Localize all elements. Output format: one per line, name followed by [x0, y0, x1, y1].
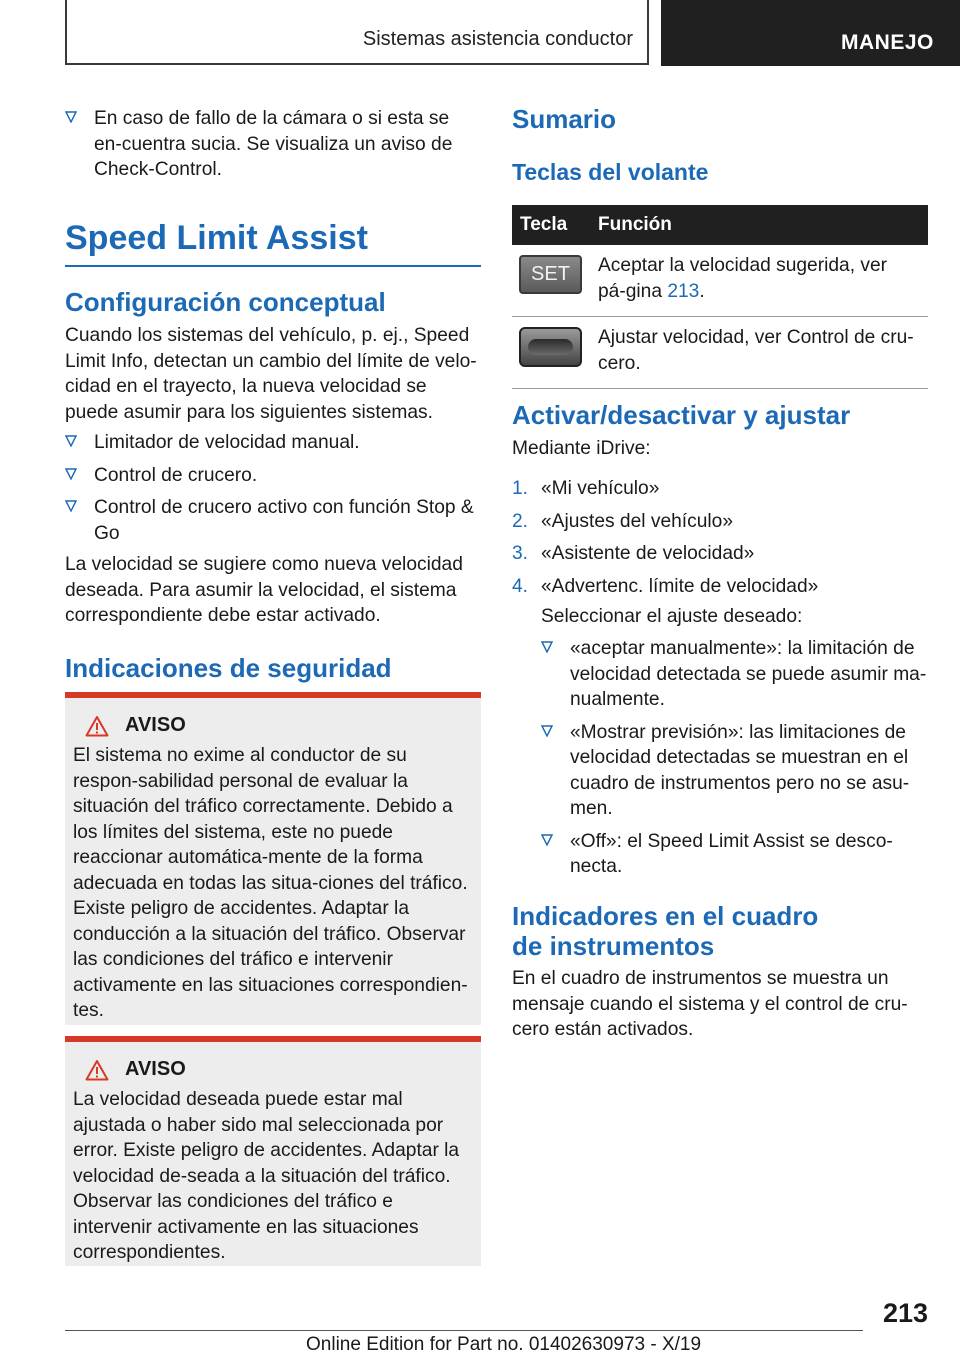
title-divider — [65, 265, 481, 267]
list-item: 3. «Asistente de velocidad» — [512, 543, 755, 564]
chapter-title: MANEJO — [841, 31, 934, 54]
triangle-bullet-icon — [541, 834, 553, 846]
warning-text: El sistema no exime al conductor de su respon-sabilidad personal de evaluar la situación del tráfico correctamente. Debido a los límites del sistema, este no puede reaccionar automática-mente de la forma adecuada en todas las situa-ciones del tráfico. Existe peligro de accidentes. Adaptar la conducción a la situación del tráfico. Observar las condiciones del tráfico e intervenir activamente en las situaciones correspondien-tes. — [73, 745, 468, 1021]
page-link[interactable]: 213 — [667, 280, 700, 302]
step4-subtext: Seleccionar el ajuste deseado: — [541, 606, 803, 627]
triangle-bullet-icon — [65, 500, 77, 512]
table-row — [512, 317, 928, 389]
keys-heading: Teclas del volante — [512, 159, 709, 185]
concept-text: Cuando los sistemas del vehículo, p. ej., Speed Limit Info, detectan un cambio del límite de velo-cidad en el trayecto, la nueva velocidad se puede asumir para los siguientes sistemas. — [65, 325, 477, 423]
warning-triangle-icon — [85, 715, 109, 737]
page-number: 213 — [882, 1298, 928, 1328]
indicators-heading: Indicadores en el cuadro de instrumentos — [512, 901, 819, 961]
concept-heading: Configuración conceptual — [65, 287, 386, 317]
warning-text: La velocidad deseada puede estar mal ajustada o haber sido mal seleccionada por error. Existe peligro de accidentes. Adaptar la velocidad de-seada a la situación del tráfico. Observar las condiciones del tráfico e intervenir activamente en las situaciones correspondientes. — [73, 1089, 460, 1263]
table-header-row — [512, 205, 928, 245]
activate-intro: Mediante iDrive: — [512, 438, 651, 459]
warning-title: AVISO — [125, 714, 186, 736]
page-header — [0, 0, 960, 66]
triangle-bullet-icon — [65, 435, 77, 447]
list-item: «Off»: el Speed Limit Assist se desco-necta. — [541, 829, 928, 880]
warning-triangle-icon — [85, 1059, 109, 1081]
list-item: 1. «Mi vehículo» — [512, 478, 660, 499]
key-cell — [512, 245, 590, 317]
list-item: Limitador de velocidad manual. — [65, 430, 481, 456]
set-button-icon: SET — [519, 255, 582, 294]
summary-heading: Sumario — [512, 104, 617, 134]
footer-edition: Online Edition for Part no. 01402630973 - X/19 — [306, 1334, 702, 1355]
list-item: «Mostrar previsión»: las limitaciones de velocidad detectadas se muestran en el cuadro de instrumentos pero no se asu-men. — [541, 720, 928, 822]
keys-table — [512, 205, 928, 389]
rocker-switch-icon — [519, 327, 582, 367]
options-list — [541, 636, 928, 887]
section-title: Sistemas asistencia conductor — [362, 28, 633, 50]
key-cell — [512, 317, 590, 389]
steps-list — [512, 476, 928, 603]
footer-divider — [65, 1330, 863, 1331]
triangle-bullet-icon — [65, 468, 77, 480]
function-cell: Aceptar la velocidad sugerida, ver pá-gina 213. — [590, 245, 928, 317]
indicators-text: En el cuadro de instrumentos se muestra un mensaje cuando el sistema y el control de cru-cero están activados. — [512, 968, 908, 1040]
table-header-function: Función — [590, 205, 928, 245]
warning-box — [65, 692, 481, 1025]
concept-bullets — [65, 430, 481, 553]
activate-heading: Activar/desactivar y ajustar — [512, 400, 851, 430]
chapter-tab — [661, 0, 960, 66]
triangle-bullet-icon — [541, 725, 553, 737]
section-header-box — [65, 0, 649, 65]
table-row — [512, 245, 928, 317]
list-item: Control de crucero. — [65, 463, 481, 489]
warning-header — [85, 714, 473, 737]
concept-after-text: La velocidad se sugiere como nueva velocidad deseada. Para asumir la velocidad, el sistema correspondiente debe estar activado. — [65, 554, 463, 626]
title-block — [65, 218, 481, 267]
triangle-bullet-icon — [65, 111, 77, 123]
safety-heading: Indicaciones de seguridad — [65, 653, 392, 683]
list-item: «aceptar manualmente»: la limitación de velocidad detectada se puede asumir ma-nualmente. — [541, 636, 928, 713]
warning-box — [65, 1036, 481, 1266]
warning-header — [85, 1058, 473, 1081]
page-title: Speed Limit Assist — [65, 219, 368, 257]
list-item: Control de crucero activo con función Stop & Go — [65, 495, 481, 546]
list-item: 2. «Ajustes del vehículo» — [512, 510, 733, 532]
list-item: En caso de fallo de la cámara o si esta se en-cuentra sucia. Se visualiza un aviso de Check-Control. — [65, 106, 481, 183]
function-cell: Ajustar velocidad, ver Control de cru-cero. — [590, 317, 928, 389]
intro-list — [65, 106, 481, 190]
warning-title: AVISO — [125, 1058, 186, 1080]
triangle-bullet-icon — [541, 641, 553, 653]
list-item: 4. «Advertenc. límite de velocidad» — [512, 575, 819, 597]
table-header-key: Tecla — [512, 205, 590, 245]
